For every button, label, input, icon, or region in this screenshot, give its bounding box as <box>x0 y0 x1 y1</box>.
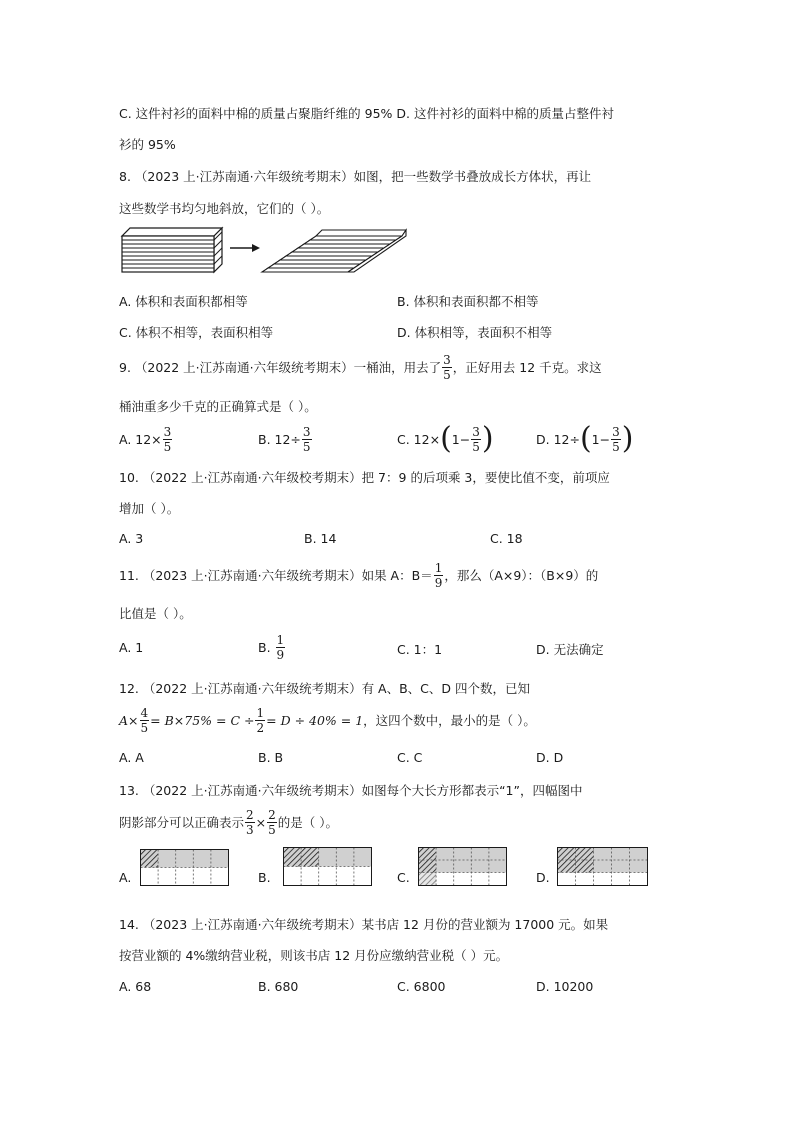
q7-line-2: 衫的 95% <box>119 137 176 152</box>
q13-option-a-label[interactable]: A. <box>119 870 132 885</box>
q8-option-d[interactable]: D. 体积相等，表面积不相等 <box>397 325 553 340</box>
q8-stem-line-1: 8. （2023 上·江苏南通·六年级统考期末）如图，把一些数学书叠放成长方体状，再让 <box>119 169 592 184</box>
q14-option-d[interactable]: D. 10200 <box>536 979 594 994</box>
q11-stem-line-2: 比值是（ ）。 <box>119 606 192 621</box>
q13-stem-line-2: 阴影部分可以正确表示 $\frac{2}{3}$ × $\frac{2}{5}$ 的是（ ）。 <box>119 807 339 837</box>
q14-stem-line-2: 按营业额的 4%缴纳营业税，则该书店 12 月份应缴纳营业税（ ）元。 <box>119 948 509 963</box>
q10-stem-line-2: 增加（ ）。 <box>119 501 180 516</box>
q13-stem-line-1: 13. （2022 上·江苏南通·六年级统考期末）如图每个大长方形都表示“1”，四幅图中 <box>119 783 583 798</box>
q9-option-d[interactable]: D. 12÷ ( 1− $\frac{3}{5}$ ) <box>536 421 634 456</box>
q7-line-1: C. 这件衬衫的面料中棉的质量占聚脂纤维的 95% D. 这件衬衫的面料中棉的质量占整件衬 <box>119 106 614 121</box>
q11-stem-line-1: 11. （2023 上·江苏南通·六年级统考期末）如果 A：B＝ $\frac{1}{9}$ ，那么（A×9）：（B×9）的 <box>119 560 599 590</box>
q12-option-b[interactable]: B. B <box>258 750 284 765</box>
q9-fraction: $\frac{3}{5}$ <box>443 352 451 382</box>
q9-option-b[interactable]: B. 12÷ $\frac{3}{5}$ <box>258 424 311 454</box>
q14-stem-line-1: 14. （2023 上·江苏南通·六年级统考期末）某书店 12 月份的营业额为 17000 元。如果 <box>119 917 609 932</box>
q11-option-c[interactable]: C. 1：1 <box>397 642 443 657</box>
q8-option-a[interactable]: A. 体积和表面积都相等 <box>119 294 248 309</box>
q11-option-d[interactable]: D. 无法确定 <box>536 642 604 657</box>
q9-stem-line-1 <box>119 352 602 382</box>
q10-stem-line-1: 10. （2022 上·江苏南通·六年级校考期末）把 7：9 的后项乘 3，要使比值不变，前项应 <box>119 470 610 485</box>
q11-fraction: $\frac{1}{9}$ <box>434 560 443 590</box>
q10-option-a[interactable]: A. 3 <box>119 531 144 546</box>
q14-option-b[interactable]: B. 680 <box>258 979 299 994</box>
q13-figure-d[interactable] <box>557 847 649 887</box>
q10-option-c[interactable]: C. 18 <box>490 531 523 546</box>
q12-stem-line-1: 12. （2022 上·江苏南通·六年级统考期末）有 A、B、C、D 四个数，已知 <box>119 681 531 696</box>
q14-option-c[interactable]: C. 6800 <box>397 979 446 994</box>
q9-option-a[interactable]: A. 12× $\frac{3}{5}$ <box>119 424 172 454</box>
q9-stem-prefix: 9. （2022 上·江苏南通·六年级统考期末）一桶油，用去了 <box>119 360 442 375</box>
q13-option-c-label[interactable]: C. <box>397 870 410 885</box>
q13-figure-b[interactable] <box>283 847 373 887</box>
q12-option-c[interactable]: C. C <box>397 750 423 765</box>
stacked-books-figure <box>118 224 408 280</box>
q8-option-c[interactable]: C. 体积不相等，表面积相等 <box>119 325 274 340</box>
q12-option-d[interactable]: D. D <box>536 750 564 765</box>
q8-stem-line-2: 这些数学书均匀地斜放，它们的（ ）。 <box>119 201 330 216</box>
q12-stem-line-2: A× $\frac{4}{5}$ = B×75% = C ÷ $\frac{1}{2}$ = D ÷ 40% = 1 ，这四个数中，最小的是（ ）。 <box>119 705 536 735</box>
q13-option-b-label[interactable]: B. <box>258 870 271 885</box>
q9-stem-line-2: 桶油重多少千克的正确算式是（ ）。 <box>119 399 317 414</box>
q13-figure-a[interactable] <box>140 849 230 887</box>
q11-option-b[interactable]: B. $\frac{1}{9}$ <box>258 632 285 662</box>
q12-option-a[interactable]: A. A <box>119 750 144 765</box>
q11-option-a[interactable]: A. 1 <box>119 640 144 655</box>
q13-option-d-label[interactable]: D. <box>536 870 550 885</box>
q9-option-c[interactable]: C. 12× ( 1− $\frac{3}{5}$ ) <box>397 421 494 456</box>
q10-option-b[interactable]: B. 14 <box>304 531 337 546</box>
q14-option-a[interactable]: A. 68 <box>119 979 152 994</box>
q13-figure-c[interactable] <box>418 847 508 887</box>
q9-stem-suffix: ，正好用去 12 千克。求这 <box>452 360 602 375</box>
q8-option-b[interactable]: B. 体积和表面积都不相等 <box>397 294 539 309</box>
